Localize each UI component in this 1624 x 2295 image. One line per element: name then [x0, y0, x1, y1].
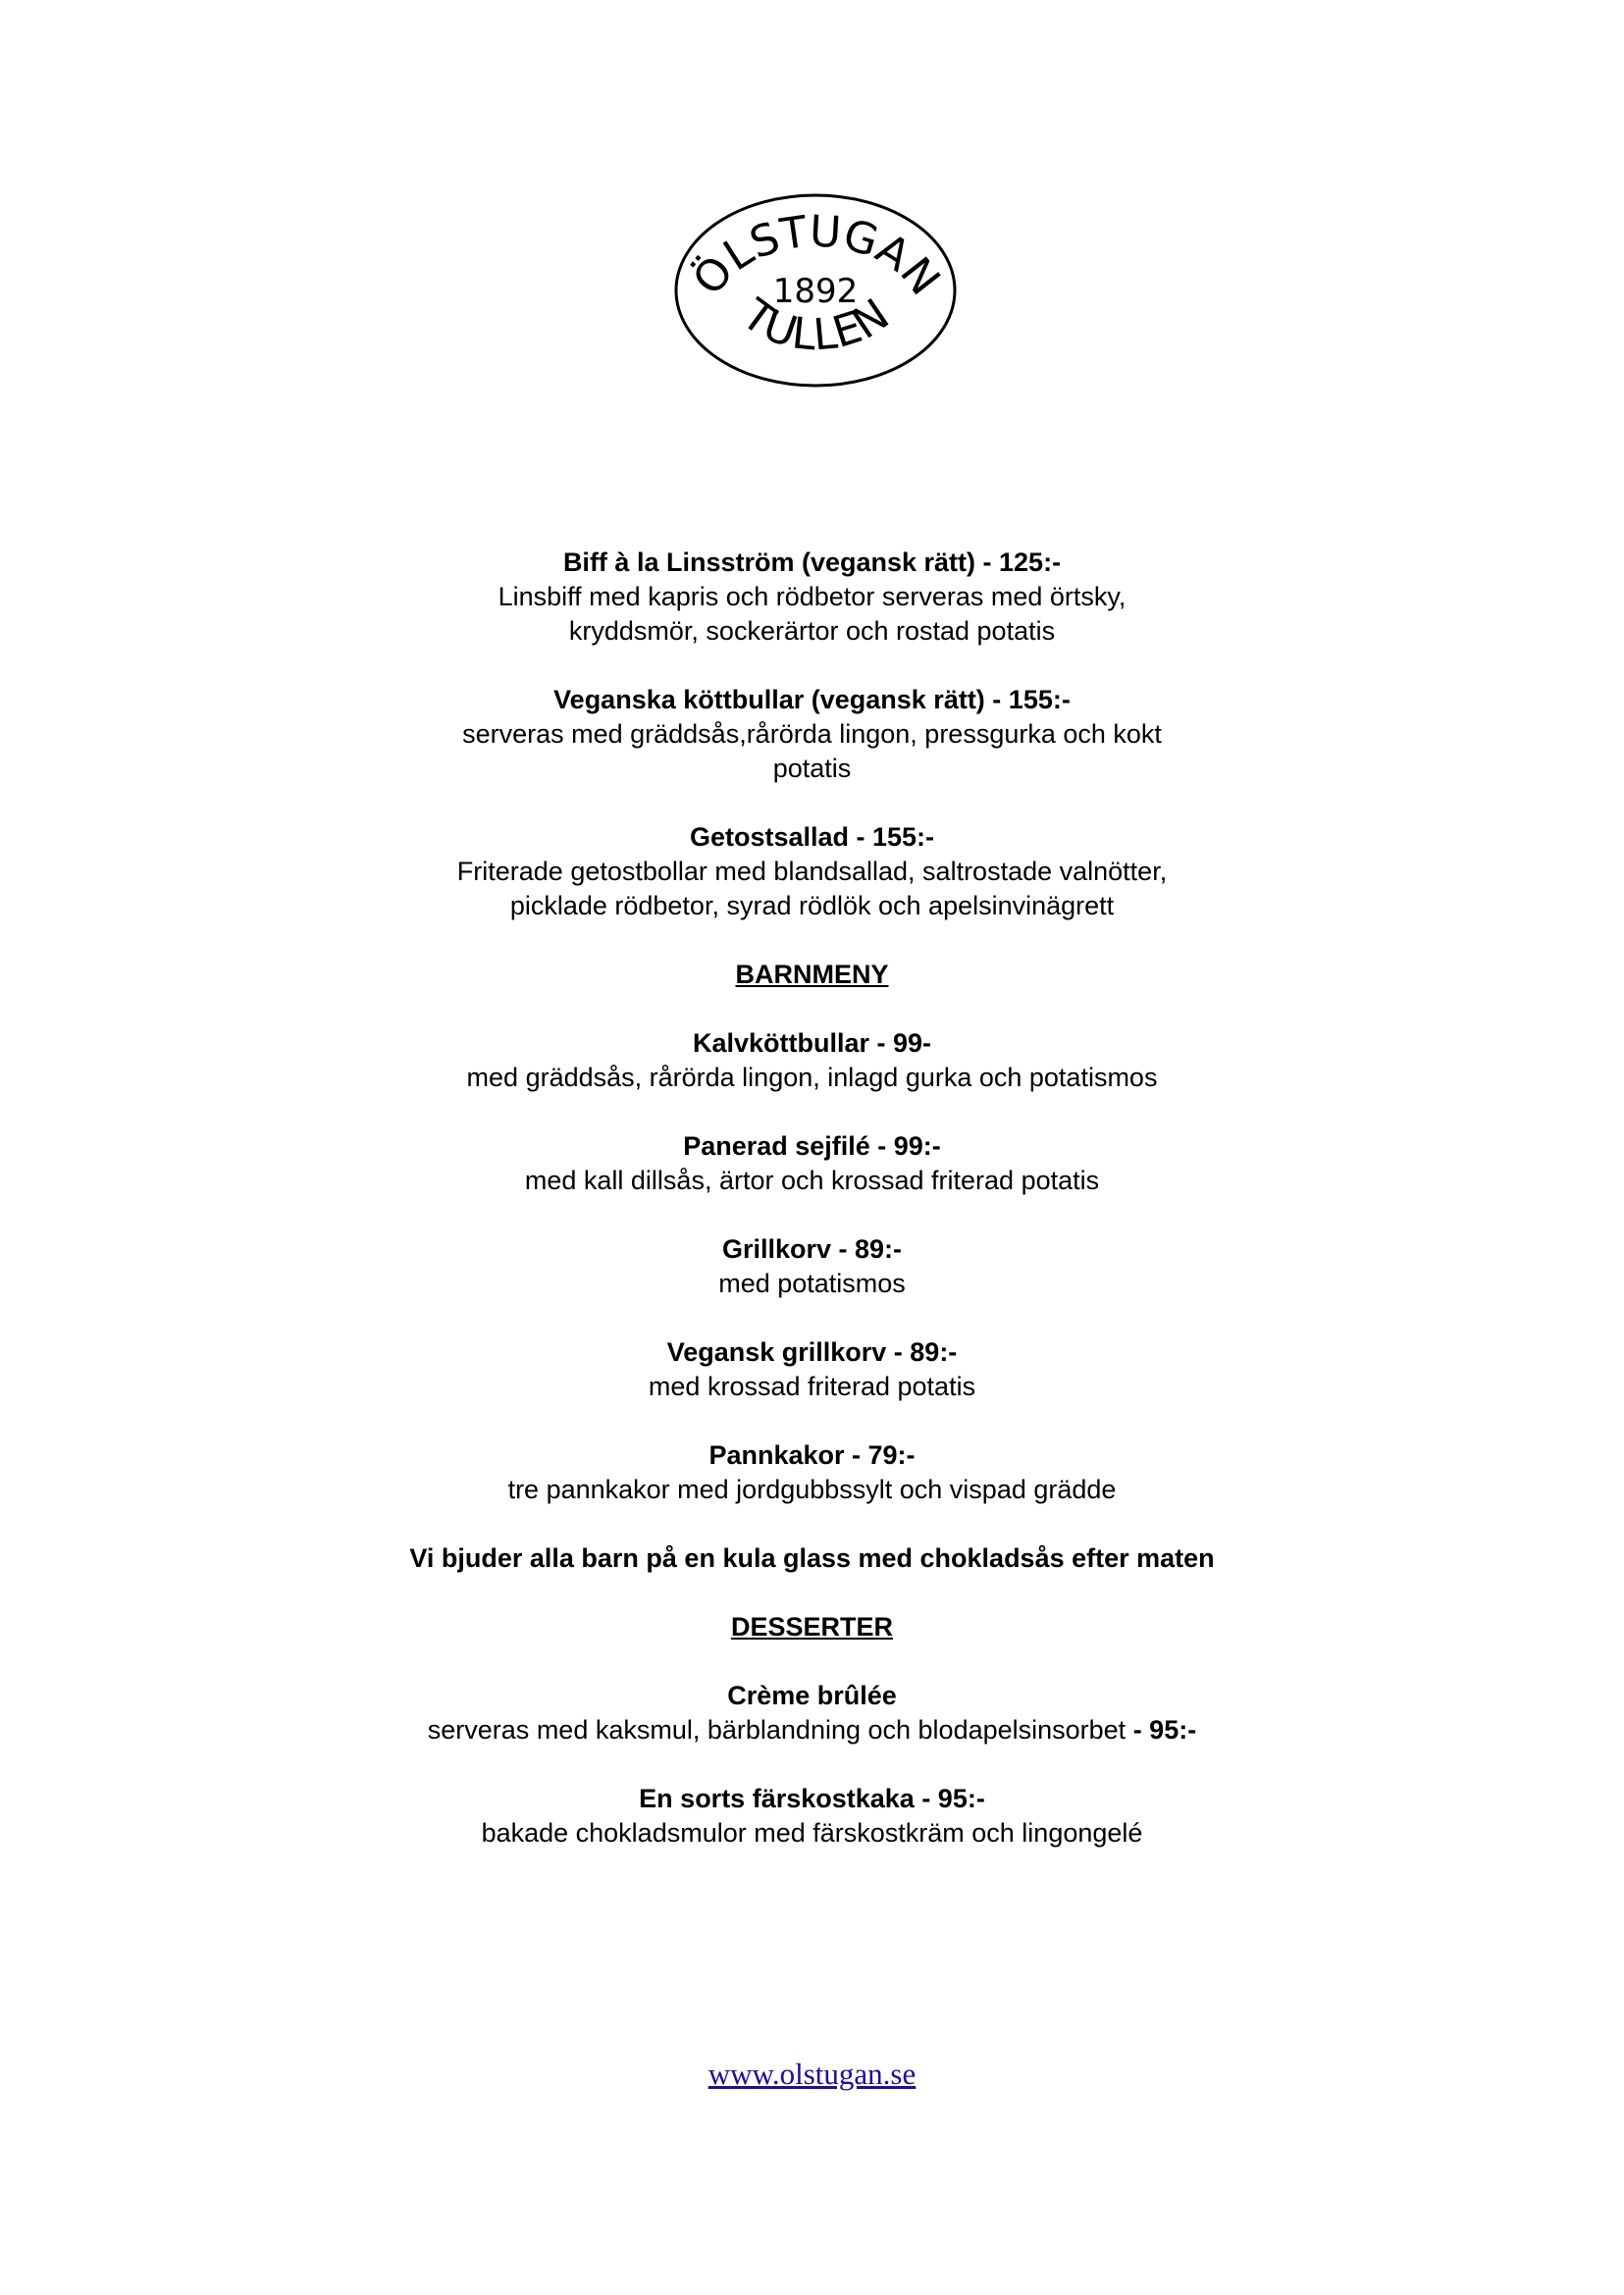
dish-description-text: serveras med kaksmul, bärblandning och blodapelsinsorbet [427, 1715, 1133, 1745]
dish-description: med gräddsås, rårörda lingon, inlagd gurka och potatismos [466, 1063, 1158, 1092]
dish-title: Vegansk grillkorv - 89:- [666, 1337, 958, 1367]
dish-title: Crème brûlée [727, 1681, 897, 1710]
desserts-heading: DESSERTER [730, 1612, 894, 1642]
dish-title: En sorts färskostkaka - 95:- [639, 1784, 985, 1813]
dish-title: Pannkakor - 79:- [708, 1440, 916, 1470]
website-link[interactable]: www.olstugan.se [707, 2057, 917, 2091]
kids-menu-heading: BARNMENY [735, 960, 889, 989]
dish-title: Grillkorv - 89:- [721, 1234, 903, 1264]
dish-description [0, 1713, 1624, 1747]
dish-title: Veganska köttbullar (vegansk rätt) - 155:- [553, 685, 1071, 714]
menu-item [0, 683, 1624, 786]
dish-title: Panerad sejfilé - 99:- [683, 1131, 941, 1161]
olstugan-logo [673, 192, 958, 389]
menu-item [0, 546, 1624, 649]
dish-description: Linsbiff med kapris och rödbetor serveras med örtsky, kryddsmör, sockerärtor och rostad potatis [498, 582, 1126, 646]
dish-description: Friterade getostbollar med blandsallad, saltrostade valnötter, picklade rödbetor, syrad rödlök och apelsinvinägrett [456, 857, 1168, 920]
dish-description: serveras med gräddsås,rårörda lingon, pressgurka och kokt potatis [462, 719, 1162, 783]
dish-description: bakade chokladsmulor med färskostkräm och lingongelé [481, 1818, 1143, 1848]
logo-bottom-text: TULLEN [732, 288, 899, 361]
kids-ice-cream-note: Vi bjuder alla barn på en kula glass med chokladsås efter maten [409, 1543, 1215, 1573]
dish-description: med potatismos [718, 1269, 906, 1298]
logo-seal [673, 192, 958, 389]
menu-item [0, 1782, 1624, 1851]
dish-price: - 95:- [1132, 1715, 1197, 1745]
logo-year: 1892 [772, 272, 859, 311]
menu-item [0, 1129, 1624, 1198]
menu [0, 546, 1624, 1885]
dish-description: med krossad friterad potatis [648, 1372, 976, 1401]
dish-title: Biff à la Linsström (vegansk rätt) - 125:- [562, 548, 1062, 577]
menu-item [0, 820, 1624, 923]
logo-top-text: ÖLSTUGAN [683, 206, 950, 305]
menu-item [0, 1438, 1624, 1507]
menu-item [0, 1232, 1624, 1301]
dish-description: med kall dillsås, ärtor och krossad friterad potatis [524, 1166, 1100, 1195]
menu-item [0, 1679, 1624, 1747]
dish-title: Getostsallad - 155:- [689, 822, 935, 852]
dish-title: Kalvköttbullar - 99- [692, 1028, 932, 1058]
dish-description: tre pannkakor med jordgubbssylt och vispad grädde [507, 1475, 1117, 1504]
menu-item [0, 1026, 1624, 1095]
menu-item [0, 1335, 1624, 1404]
